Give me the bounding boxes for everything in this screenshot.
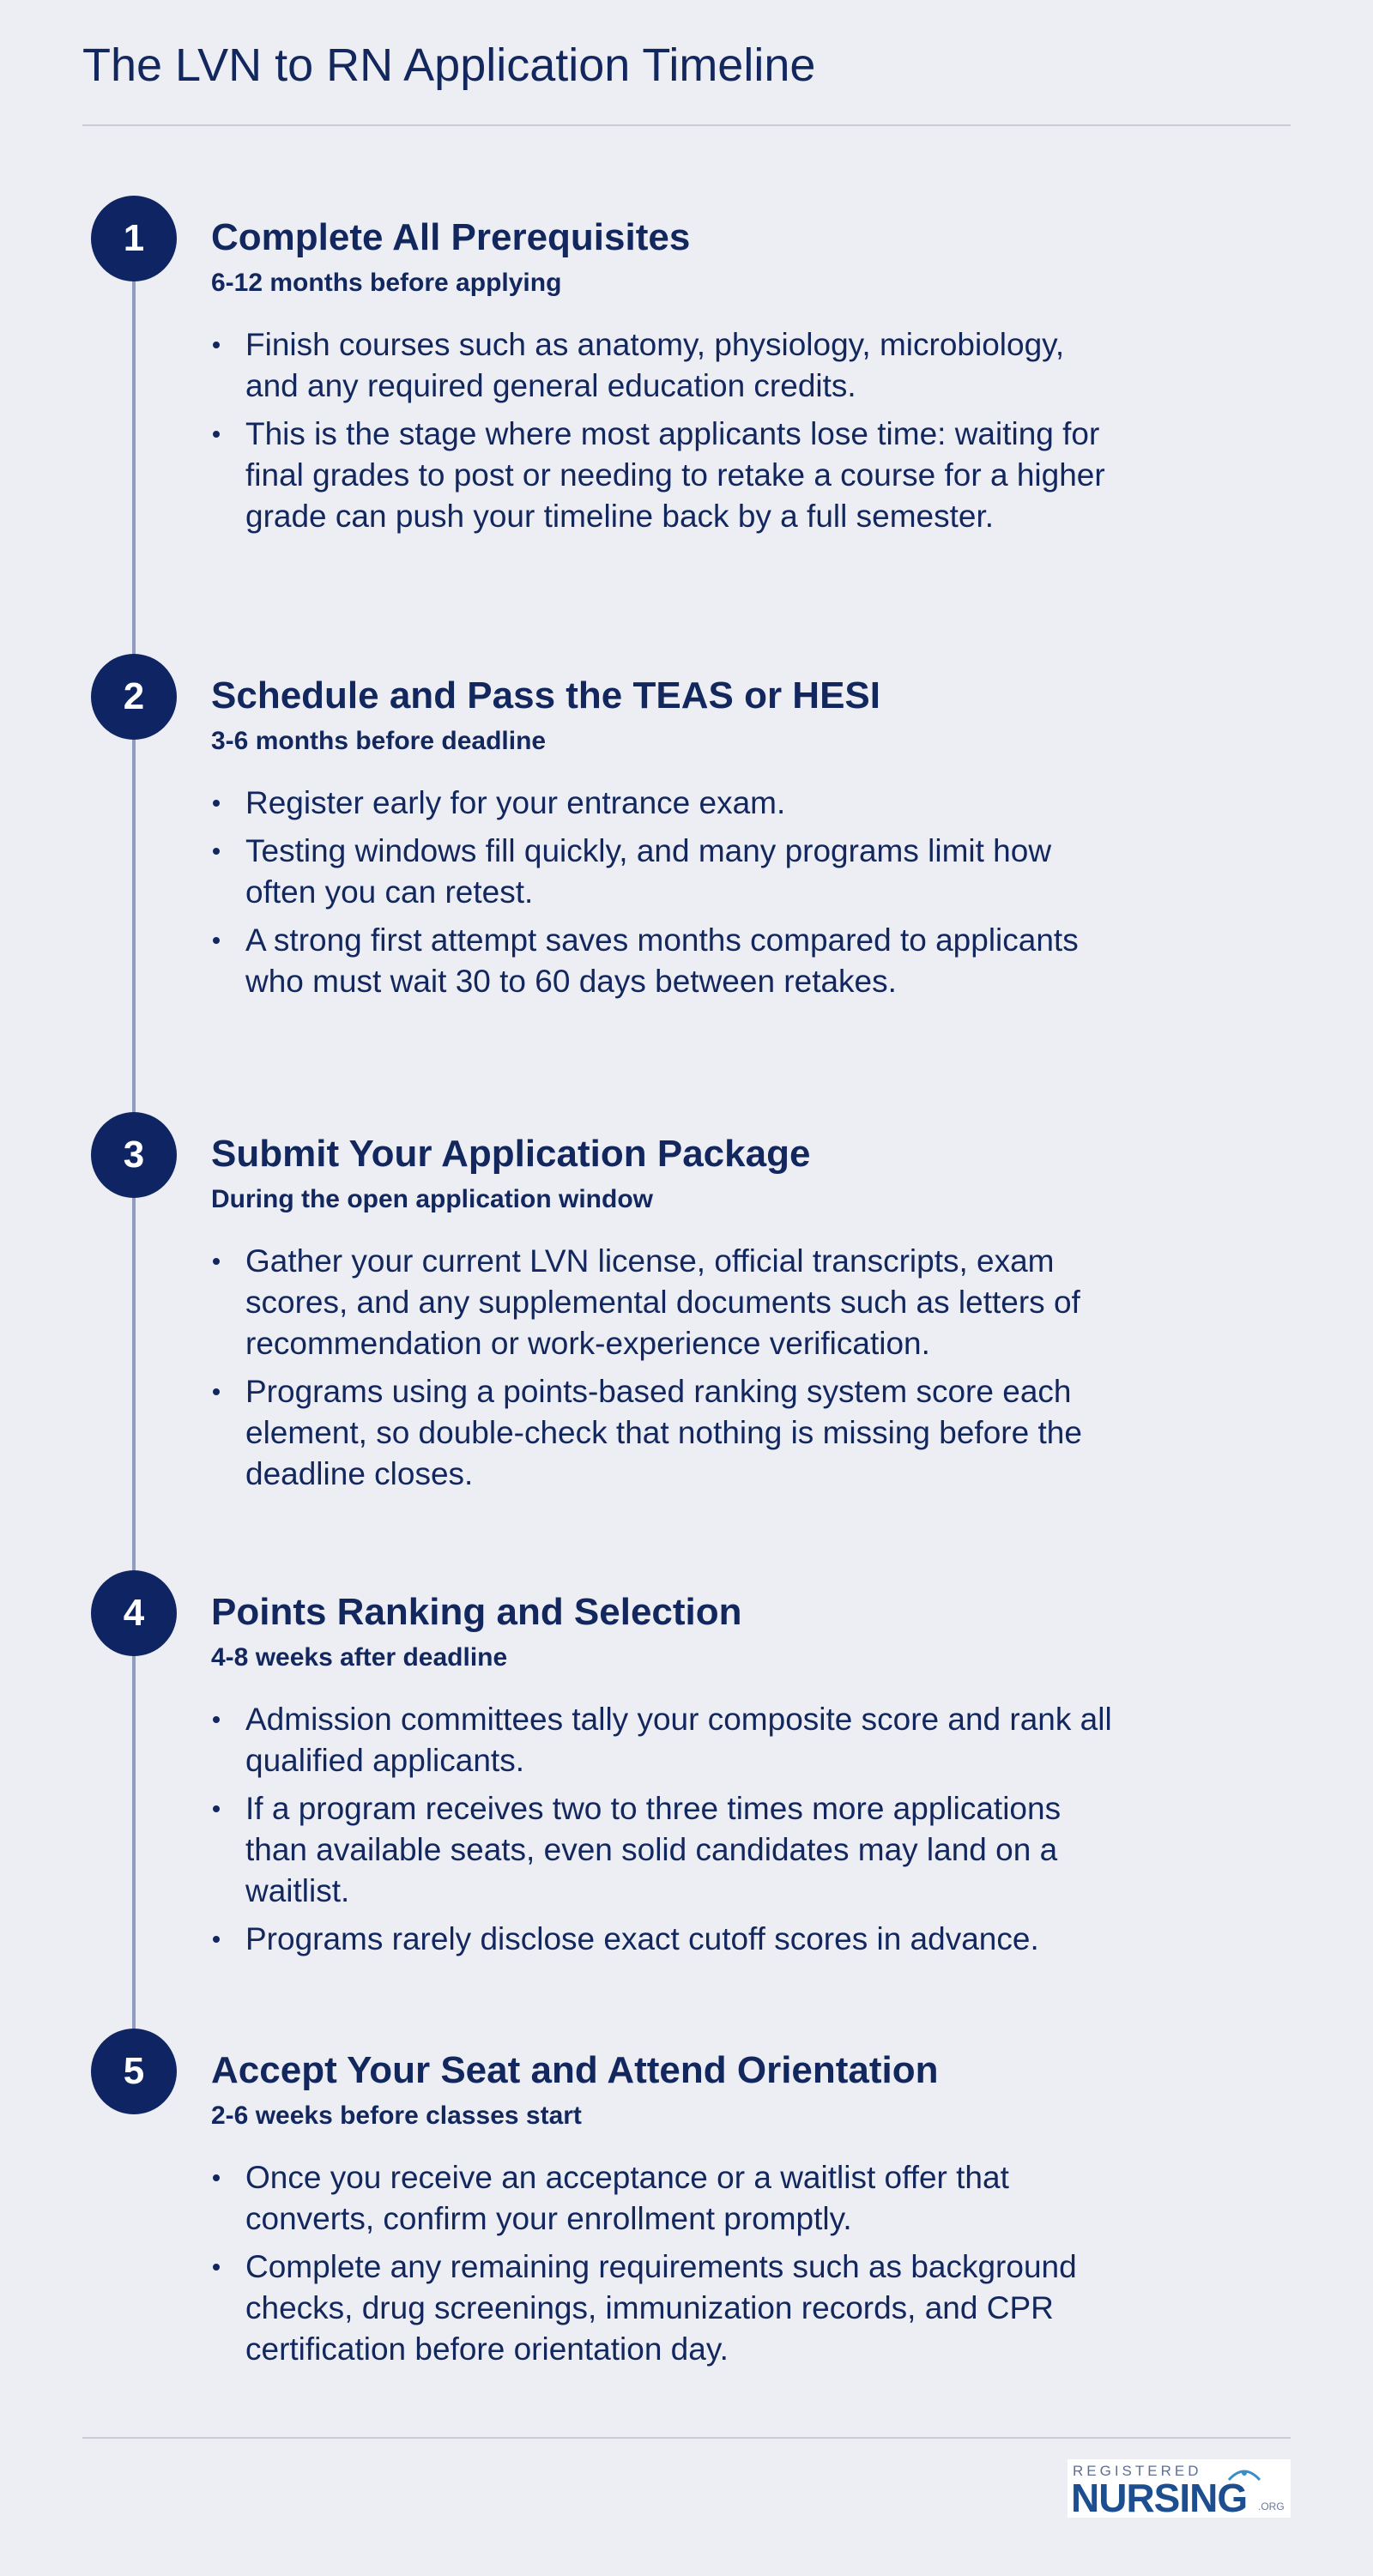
step-number-badge: 3 xyxy=(91,1112,177,1198)
bullet-item: Programs rarely disclose exact cutoff scores in advance. xyxy=(211,1919,1121,1960)
logo-suffix-text: .ORG xyxy=(1258,2500,1285,2513)
step-number-badge: 2 xyxy=(91,654,177,740)
step-timing: 4-8 weeks after deadline xyxy=(211,1643,508,1672)
bullet-dot-icon xyxy=(213,431,220,438)
step-timing: During the open application window xyxy=(211,1185,653,1213)
logo-small-text: REGISTERED xyxy=(1073,2463,1202,2479)
bullet-dot-icon xyxy=(213,2174,220,2181)
bullet-item: Gather your current LVN license, official transcripts, exam scores, and any supplemental documents such as letters of recommendation or work-experience verification. xyxy=(211,1241,1121,1364)
bullet-item: If a program receives two to three times more applications than available seats, even solid candidates may land on a waitlist. xyxy=(211,1788,1121,1912)
step-timing: 3-6 months before deadline xyxy=(211,727,547,755)
step-number-badge: 1 xyxy=(91,196,177,281)
step-timing: 6-12 months before applying xyxy=(211,269,562,297)
footer-divider xyxy=(82,2437,1291,2439)
bullet-dot-icon xyxy=(213,848,220,855)
bullet-item: This is the stage where most applicants lose time: waiting for final grades to post or needing to retake a course for a higher grade can push your timeline back by a full semester. xyxy=(211,414,1121,537)
step-bullet-list xyxy=(211,1699,1121,1967)
bullet-item: Once you receive an acceptance or a waitlist offer that converts, confirm your enrollment promptly. xyxy=(211,2157,1121,2240)
step-title: Accept Your Seat and Attend Orientation xyxy=(211,2049,939,2091)
logo-big-text: NURSING xyxy=(1071,2476,1248,2520)
step-title: Points Ranking and Selection xyxy=(211,1591,742,1633)
bullet-dot-icon xyxy=(213,1716,220,1723)
step-title: Complete All Prerequisites xyxy=(211,216,691,258)
bullet-item: Admission committees tally your composite score and rank all qualified applicants. xyxy=(211,1699,1121,1781)
bullet-item: A strong first attempt saves months compared to applicants who must wait 30 to 60 days between retakes. xyxy=(211,920,1121,1002)
bullet-dot-icon xyxy=(213,342,220,348)
bullet-dot-icon xyxy=(213,937,220,944)
step-number-badge: 5 xyxy=(91,2029,177,2114)
bullet-item: Testing windows fill quickly, and many programs limit how often you can retest. xyxy=(211,831,1121,913)
step-bullet-list xyxy=(211,2157,1121,2377)
page-title: The LVN to RN Application Timeline xyxy=(82,39,816,91)
bullet-dot-icon xyxy=(213,1936,220,1943)
bullet-dot-icon xyxy=(213,1388,220,1395)
step-title: Submit Your Application Package xyxy=(211,1133,811,1175)
bullet-item: Finish courses such as anatomy, physiology, microbiology, and any required general education credits. xyxy=(211,324,1121,407)
bullet-dot-icon xyxy=(213,1805,220,1812)
step-bullet-list xyxy=(211,324,1121,544)
bullet-item: Register early for your entrance exam. xyxy=(211,783,1121,824)
step-title: Schedule and Pass the TEAS or HESI xyxy=(211,674,880,717)
bullet-item: Programs using a points-based ranking system score each element, so double-check that nothing is missing before the deadline closes. xyxy=(211,1371,1121,1495)
bullet-dot-icon xyxy=(213,800,220,807)
bullet-item: Complete any remaining requirements such as background checks, drug screenings, immunization records, and CPR certification before orientation day. xyxy=(211,2246,1121,2370)
step-bullet-list xyxy=(211,1241,1121,1502)
step-timing: 2-6 weeks before classes start xyxy=(211,2101,582,2130)
step-bullet-list xyxy=(211,783,1121,1009)
bullet-dot-icon xyxy=(213,1258,220,1265)
registered-nursing-logo xyxy=(1068,2459,1291,2518)
bullet-dot-icon xyxy=(213,2264,220,2271)
step-number-badge: 4 xyxy=(91,1570,177,1656)
header-divider xyxy=(82,124,1291,126)
